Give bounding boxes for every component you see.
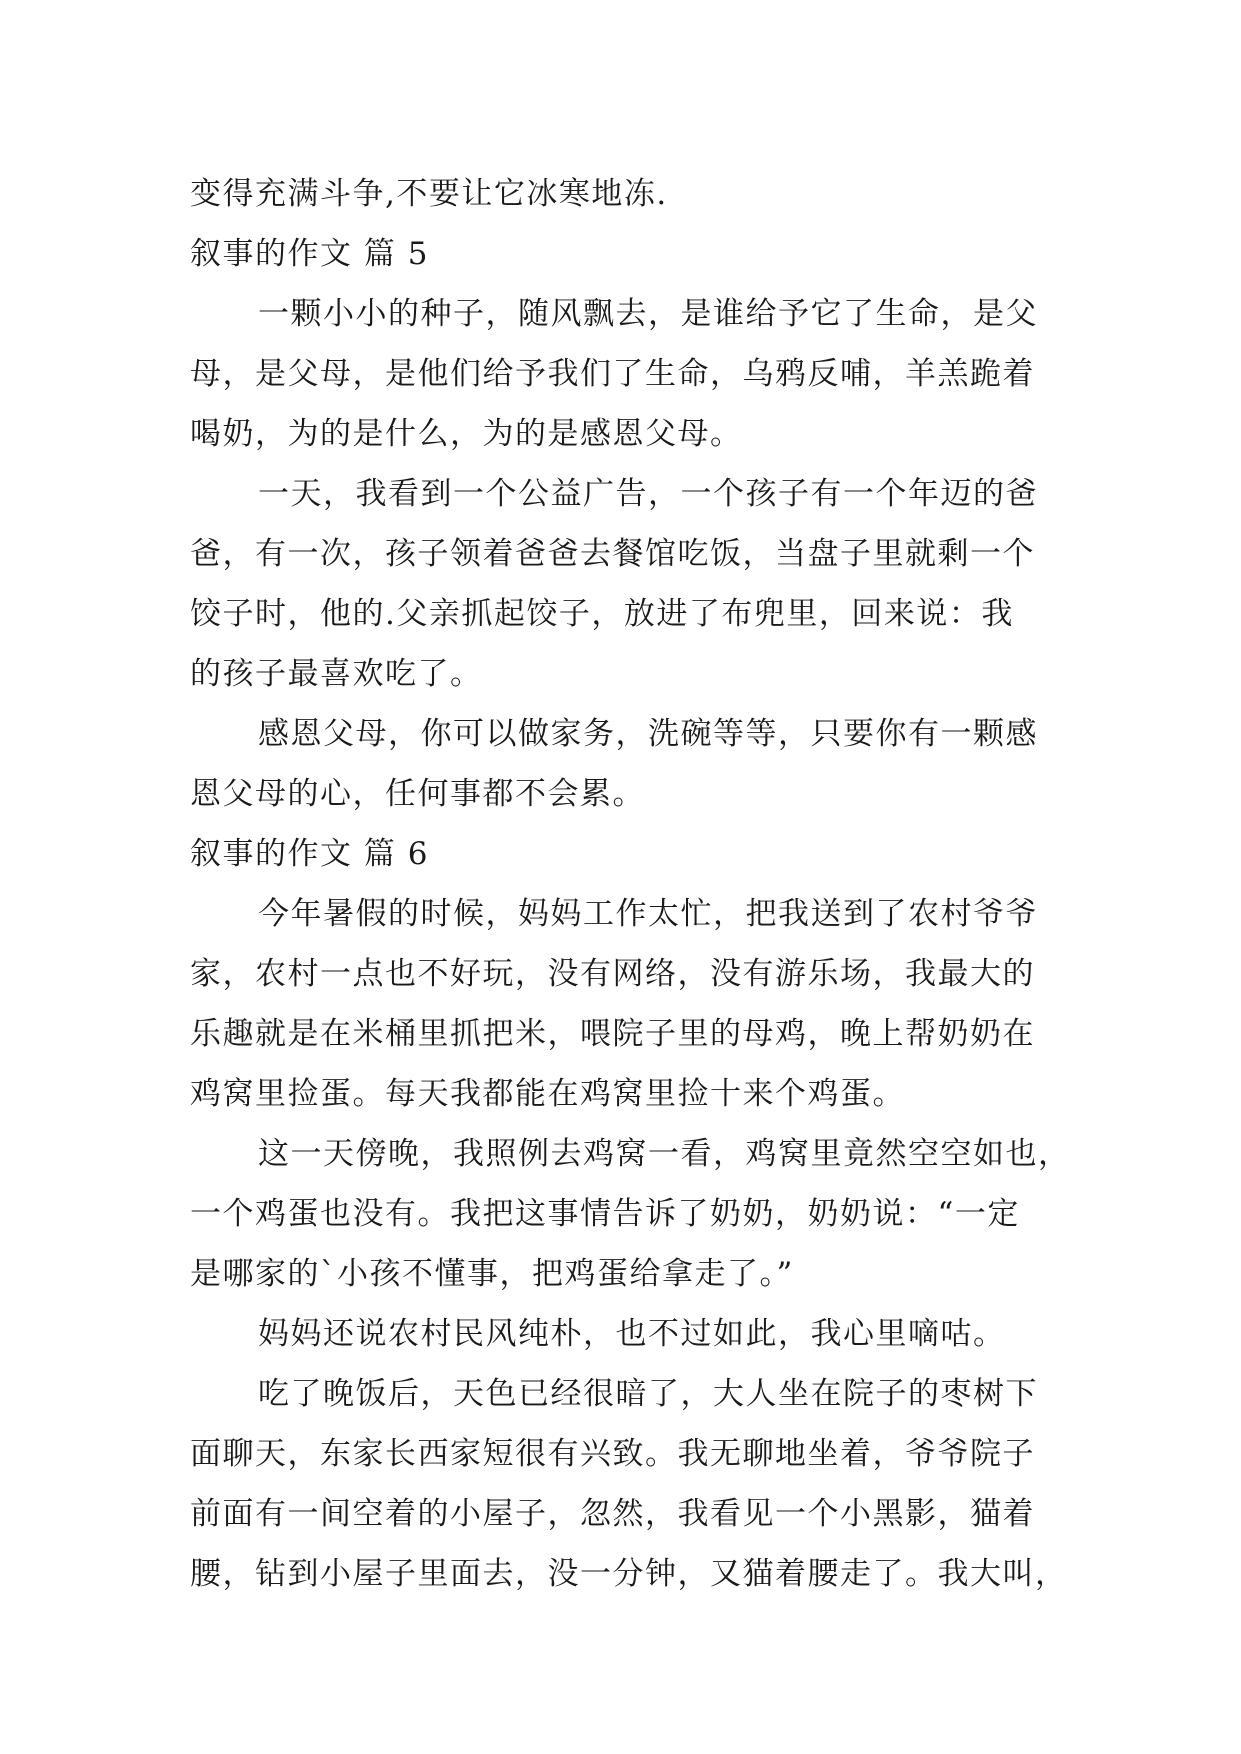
paragraph-first-line: 今年暑假的时候，妈妈工作太忙，把我送到了农村爷爷 [258, 896, 1038, 932]
section-heading: 叙事的作文 篇 6 [190, 836, 429, 872]
text-line: 喝奶，为的是什么，为的是感恩父母。 [190, 416, 743, 452]
document-body [190, 164, 1071, 1604]
text-line: 的孩子最喜欢吃了。 [190, 656, 483, 692]
section-heading: 叙事的作文 篇 5 [190, 236, 429, 272]
text-line: 恩父母的心，任何事都不会累。 [190, 776, 645, 812]
text-line: 乐趣就是在米桶里抓把米，喂院子里的母鸡，晚上帮奶奶在 [190, 1016, 1035, 1052]
paragraph-first-line: 妈妈还说农村民风纯朴，也不过如此，我心里嘀咕。 [258, 1316, 1006, 1352]
text-line: 变得充满斗争,不要让它冰寒地冻. [190, 176, 668, 212]
text-line: 是哪家的`小孩不懂事，把鸡蛋给拿走了。” [190, 1256, 794, 1292]
paragraph-first-line: 这一天傍晚，我照例去鸡窝一看，鸡窝里竟然空空如也， [258, 1136, 1071, 1172]
paragraph-first-line: 一颗小小的种子，随风飘去，是谁给予它了生命，是父 [258, 296, 1038, 332]
paragraph-first-line: 一天，我看到一个公益广告，一个孩子有一个年迈的爸 [258, 476, 1038, 512]
text-line: 爸，有一次，孩子领着爸爸去餐馆吃饭，当盘子里就剩一个 [190, 536, 1035, 572]
text-line: 鸡窝里捡蛋。每天我都能在鸡窝里捡十来个鸡蛋。 [190, 1076, 905, 1112]
paragraph-first-line: 感恩父母，你可以做家务，洗碗等等，只要你有一颗感 [258, 716, 1038, 752]
text-line: 腰，钻到小屋子里面去，没一分钟，又猫着腰走了。我大叫， [190, 1556, 1068, 1592]
text-line: 母，是父母，是他们给予我们了生命，乌鸦反哺，羊羔跪着 [190, 356, 1035, 392]
text-line: 面聊天，东家长西家短很有兴致。我无聊地坐着，爷爷院子 [190, 1436, 1035, 1472]
text-line: 饺子时，他的.父亲抓起饺子，放进了布兜里，回来说：我 [190, 596, 1014, 632]
text-line: 前面有一间空着的小屋子，忽然，我看见一个小黑影，猫着 [190, 1496, 1035, 1532]
text-line: 家，农村一点也不好玩，没有网络，没有游乐场，我最大的 [190, 956, 1035, 992]
paragraph-first-line: 吃了晚饭后，天色已经很暗了，大人坐在院子的枣树下 [258, 1376, 1038, 1412]
text-line: 一个鸡蛋也没有。我把这事情告诉了奶奶，奶奶说：“一定 [190, 1196, 1020, 1232]
